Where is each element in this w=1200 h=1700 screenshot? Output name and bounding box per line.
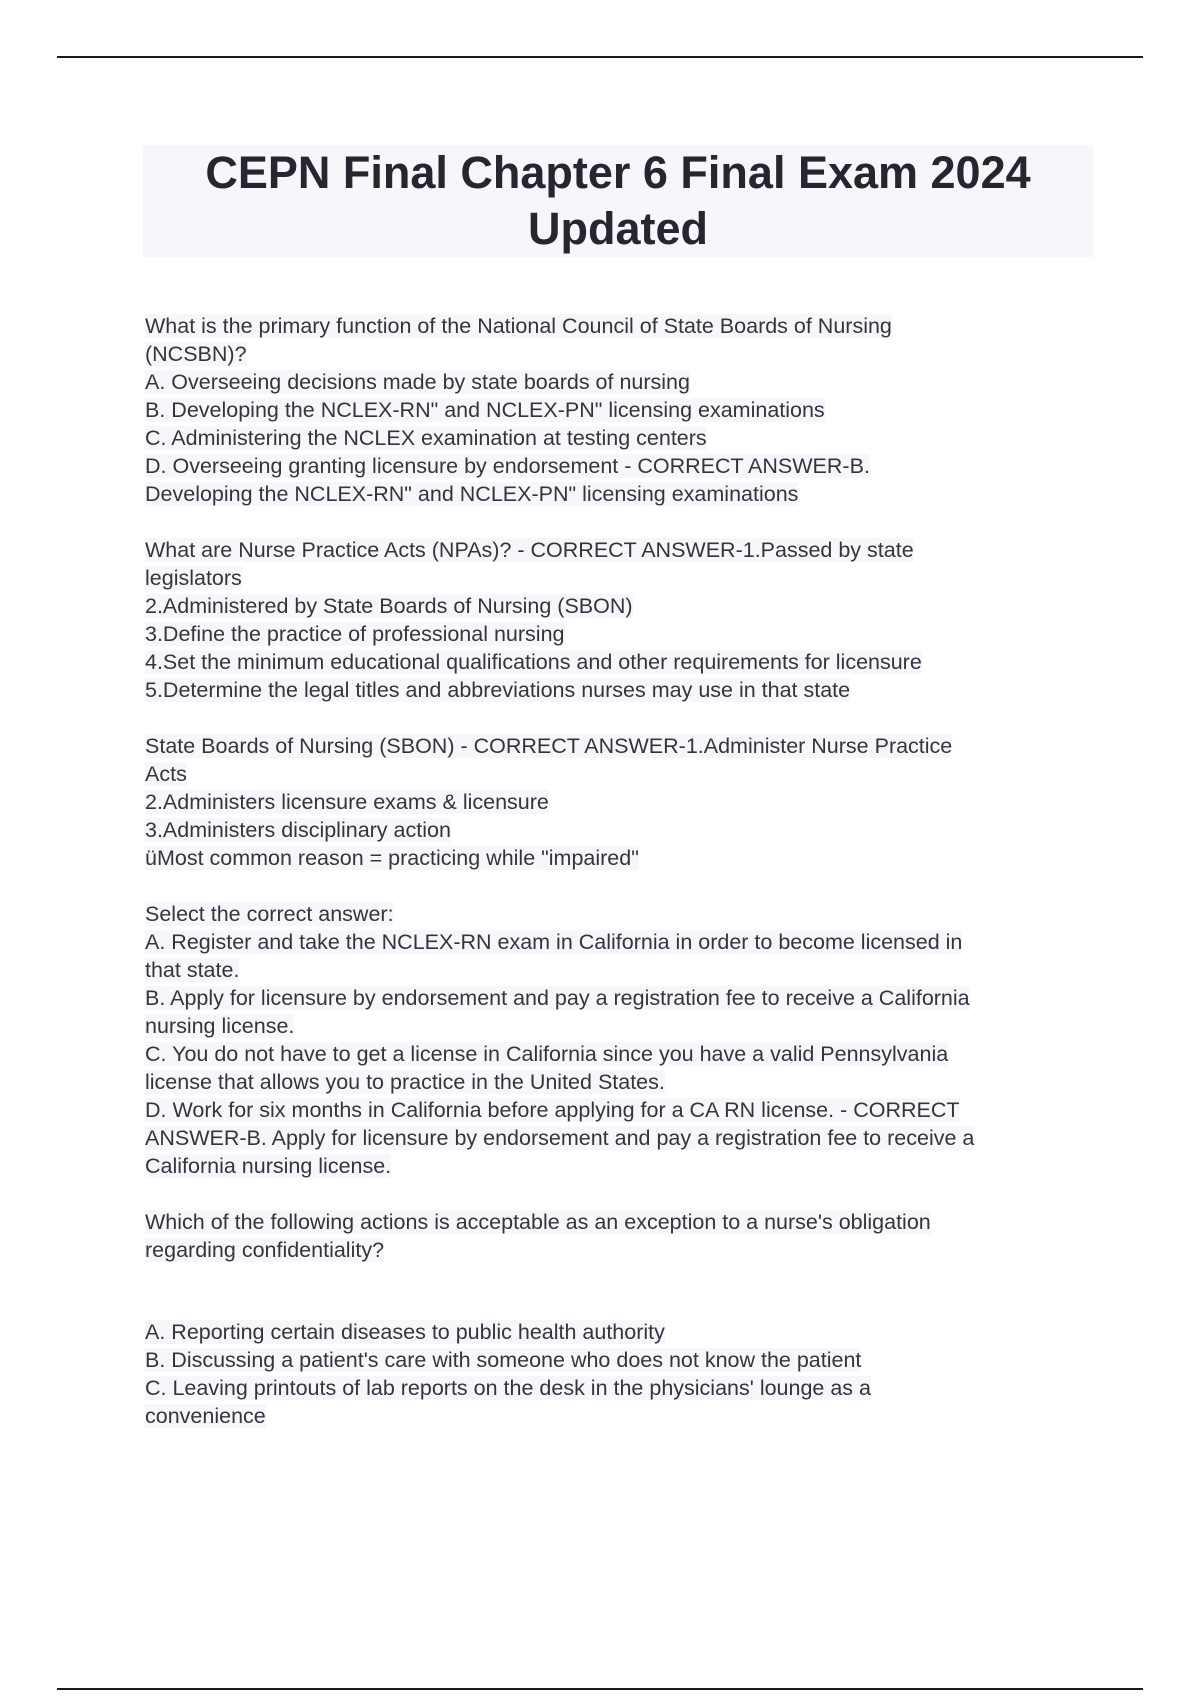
text-line: Developing the NCLEX-RN" and NCLEX-PN" licensing examinations [145, 482, 799, 506]
text-line: 2.Administered by State Boards of Nursing (SBON) [145, 594, 633, 618]
question-block-california [145, 900, 1090, 1180]
text-line: A. Overseeing decisions made by state boards of nursing [145, 370, 690, 394]
text-line: Select the correct answer: [145, 902, 394, 926]
title-box [143, 145, 1093, 257]
question-block-npa [145, 536, 1090, 704]
text-line: legislators [145, 566, 242, 590]
top-rule [57, 56, 1143, 58]
question-block-ncsbn [145, 312, 1090, 508]
text-line: 3.Define the practice of professional nursing [145, 622, 565, 646]
text-line: Which of the following actions is acceptable as an exception to a nurse's obligation [145, 1210, 931, 1234]
text-line: D. Overseeing granting licensure by endorsement - CORRECT ANSWER-B. [145, 454, 870, 478]
text-line: üMost common reason = practicing while "impaired" [145, 846, 639, 870]
question-block-confidentiality [145, 1208, 1090, 1264]
text-line: (NCSBN)? [145, 342, 247, 366]
text-line: A. Reporting certain diseases to public health authority [145, 1320, 665, 1344]
question-block-sbon [145, 732, 1090, 872]
text-line: nursing license. [145, 1014, 295, 1038]
title-line-1: CEPN Final Chapter 6 Final Exam 2024 [205, 147, 1031, 198]
text-line: California nursing license. [145, 1154, 392, 1178]
text-line: What are Nurse Practice Acts (NPAs)? - CORRECT ANSWER-1.Passed by state [145, 538, 914, 562]
text-line: State Boards of Nursing (SBON) - CORRECT ANSWER-1.Administer Nurse Practice [145, 734, 953, 758]
text-line: A. Register and take the NCLEX-RN exam in California in order to become licensed in [145, 930, 963, 954]
text-line: 3.Administers disciplinary action [145, 818, 451, 842]
text-line: C. You do not have to get a license in California since you have a valid Pennsylvania [145, 1042, 949, 1066]
answer-options-confidentiality [145, 1318, 1090, 1430]
text-line: Acts [145, 762, 187, 786]
text-line: license that allows you to practice in the United States. [145, 1070, 665, 1094]
document-title [205, 145, 1030, 257]
text-line: ANSWER-B. Apply for licensure by endorsement and pay a registration fee to receive a [145, 1126, 975, 1150]
text-line: 2.Administers licensure exams & licensure [145, 790, 549, 814]
text-line: B. Discussing a patient's care with someone who does not know the patient [145, 1348, 862, 1372]
title-line-2: Updated [527, 203, 708, 254]
document-body [145, 312, 1090, 1458]
bottom-rule [57, 1688, 1143, 1690]
text-line: B. Apply for licensure by endorsement and pay a registration fee to receive a California [145, 986, 970, 1010]
text-line: 4.Set the minimum educational qualifications and other requirements for licensure [145, 650, 922, 674]
text-line: C. Administering the NCLEX examination at testing centers [145, 426, 707, 450]
text-line: regarding confidentiality? [145, 1238, 385, 1262]
blank-spacer [145, 1264, 1090, 1318]
text-line: B. Developing the NCLEX-RN" and NCLEX-PN" licensing examinations [145, 398, 825, 422]
text-line: 5.Determine the legal titles and abbreviations nurses may use in that state [145, 678, 851, 702]
text-line: that state. [145, 958, 240, 982]
text-line: C. Leaving printouts of lab reports on the desk in the physicians' lounge as a [145, 1376, 871, 1400]
text-line: D. Work for six months in California before applying for a CA RN license. - CORRECT [145, 1098, 960, 1122]
text-line: What is the primary function of the National Council of State Boards of Nursing [145, 314, 892, 338]
text-line: convenience [145, 1404, 266, 1428]
